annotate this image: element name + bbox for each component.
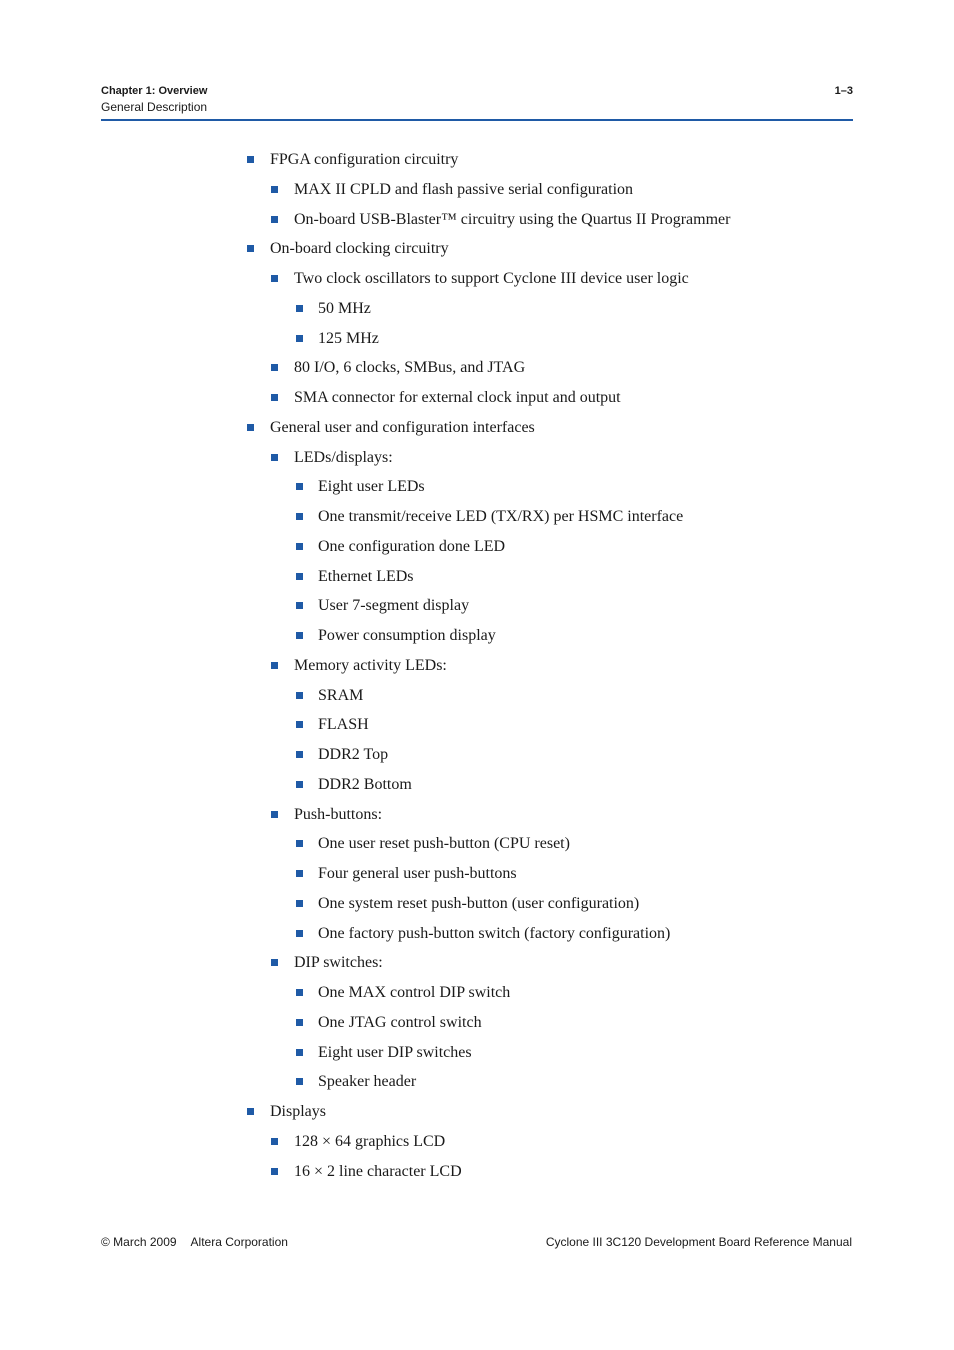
- square-bullet-icon: [271, 454, 278, 461]
- square-bullet-icon: [296, 692, 303, 699]
- list-item-text: 128 × 64 graphics LCD: [294, 1133, 446, 1150]
- list-item-text: On-board USB-Blaster™ circuitry using the Quartus II Programmer: [294, 211, 731, 228]
- square-bullet-icon: [247, 1108, 254, 1115]
- square-bullet-icon: [296, 1019, 303, 1026]
- list-item-text: User 7-segment display: [318, 597, 470, 614]
- footer-left: [101, 1235, 288, 1250]
- list-item-text: Push-buttons:: [294, 806, 383, 823]
- list-item-text: DIP switches:: [294, 954, 383, 971]
- square-bullet-icon: [296, 870, 303, 877]
- list-item-text: 16 × 2 line character LCD: [294, 1163, 462, 1180]
- square-bullet-icon: [296, 989, 303, 996]
- list-item-text: Four general user push-buttons: [318, 865, 517, 882]
- square-bullet-icon: [271, 811, 278, 818]
- square-bullet-icon: [271, 959, 278, 966]
- list-item-text: Power consumption display: [318, 627, 496, 644]
- list-item-text: One transmit/receive LED (TX/RX) per HSMC interface: [318, 508, 684, 525]
- list-item-text: On-board clocking circuitry: [270, 240, 449, 257]
- square-bullet-icon: [296, 305, 303, 312]
- list-item-text: General user and configuration interfaces: [270, 419, 535, 436]
- list-item-text: MAX II CPLD and flash passive serial configuration: [294, 181, 634, 198]
- list-item-text: FPGA configuration circuitry: [270, 151, 459, 168]
- square-bullet-icon: [247, 424, 254, 431]
- footer-copyright: © March 2009: [101, 1235, 177, 1249]
- section-title: General Description: [101, 100, 208, 114]
- square-bullet-icon: [296, 751, 303, 758]
- list-item-text: 50 MHz: [318, 300, 371, 317]
- square-bullet-icon: [271, 662, 278, 669]
- square-bullet-icon: [296, 335, 303, 342]
- list-item-text: LEDs/displays:: [294, 449, 393, 466]
- square-bullet-icon: [296, 513, 303, 520]
- chapter-title: Chapter 1: Overview: [101, 85, 208, 97]
- square-bullet-icon: [271, 186, 278, 193]
- square-bullet-icon: [296, 543, 303, 550]
- list-item-text: SRAM: [318, 687, 364, 704]
- list-item-text: Memory activity LEDs:: [294, 657, 447, 674]
- list-item-text: SMA connector for external clock input and output: [294, 389, 621, 406]
- footer-manual-title: Cyclone III 3C120 Development Board Reference Manual: [545, 1235, 852, 1249]
- list-item-text: Eight user LEDs: [318, 478, 425, 495]
- square-bullet-icon: [296, 781, 303, 788]
- list-item-text: DDR2 Bottom: [318, 776, 412, 793]
- list-item-text: Displays: [270, 1103, 326, 1120]
- square-bullet-icon: [296, 1078, 303, 1085]
- list-item-text: Eight user DIP switches: [318, 1044, 472, 1061]
- square-bullet-icon: [271, 216, 278, 223]
- list-item-text: One user reset push-button (CPU reset): [318, 835, 570, 852]
- square-bullet-icon: [296, 840, 303, 847]
- list-item-text: DDR2 Top: [318, 746, 389, 763]
- list-item-text: One factory push-button switch (factory configuration): [318, 925, 671, 942]
- list-item-text: Ethernet LEDs: [318, 568, 414, 585]
- square-bullet-icon: [271, 1138, 278, 1145]
- list-item-text: FLASH: [318, 716, 369, 733]
- list-item-text: One MAX control DIP switch: [318, 984, 511, 1001]
- square-bullet-icon: [271, 275, 278, 282]
- square-bullet-icon: [296, 900, 303, 907]
- square-bullet-icon: [296, 602, 303, 609]
- footer-company: Altera Corporation: [190, 1235, 288, 1249]
- list-item-text: One system reset push-button (user configuration): [318, 895, 640, 912]
- square-bullet-icon: [296, 483, 303, 490]
- square-bullet-icon: [296, 1049, 303, 1056]
- square-bullet-icon: [271, 394, 278, 401]
- square-bullet-icon: [296, 721, 303, 728]
- square-bullet-icon: [296, 930, 303, 937]
- square-bullet-icon: [247, 156, 254, 163]
- list-item-text: 80 I/O, 6 clocks, SMBus, and JTAG: [294, 359, 526, 376]
- list-item-text: One configuration done LED: [318, 538, 506, 555]
- list-item-text: One JTAG control switch: [318, 1014, 482, 1031]
- square-bullet-icon: [296, 632, 303, 639]
- list-item-text: Two clock oscillators to support Cyclone III device user logic: [294, 270, 689, 287]
- square-bullet-icon: [271, 1168, 278, 1175]
- page-number: 1–3: [834, 85, 853, 97]
- list-item-text: Speaker header: [318, 1073, 417, 1090]
- square-bullet-icon: [296, 573, 303, 580]
- square-bullet-icon: [247, 245, 254, 252]
- square-bullet-icon: [271, 364, 278, 371]
- list-item-text: 125 MHz: [318, 330, 379, 347]
